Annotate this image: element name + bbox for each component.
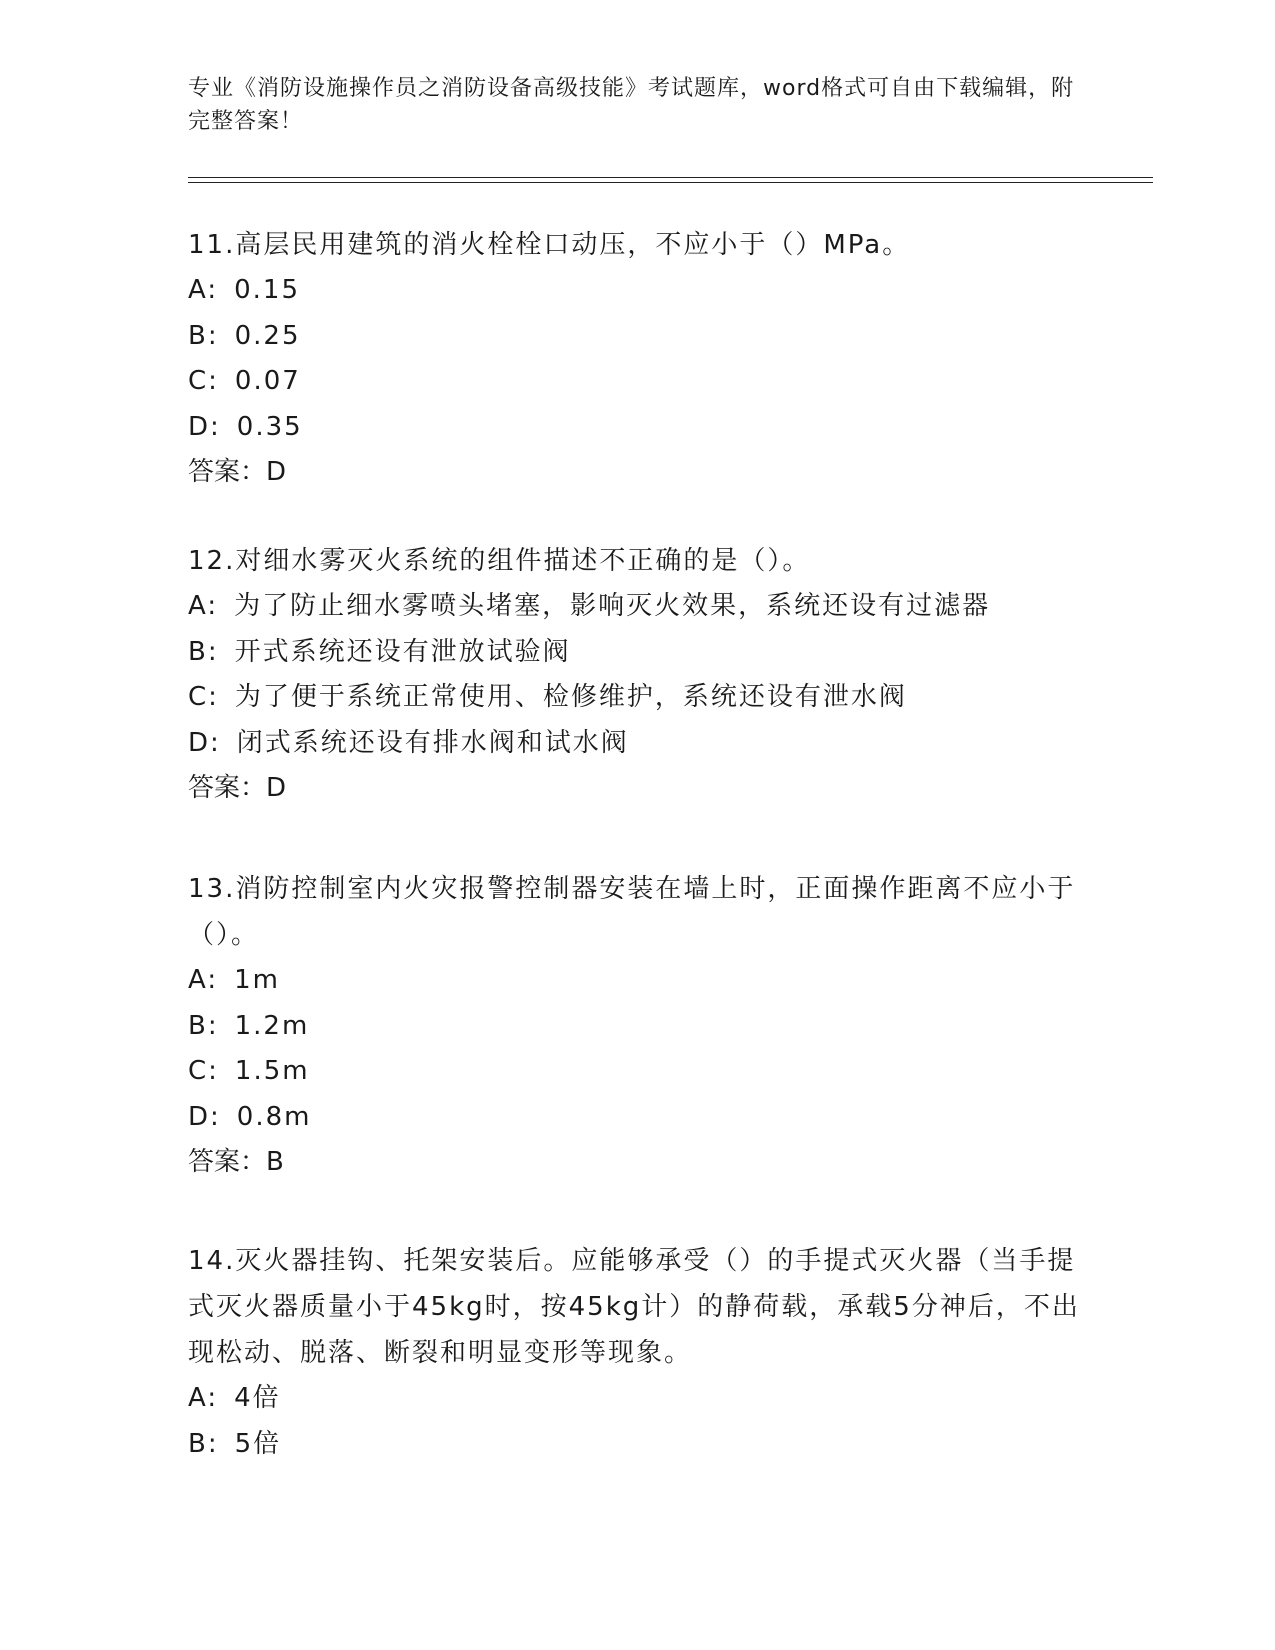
question-stem: 12.对细水雾灭火系统的组件描述不正确的是（）。 bbox=[188, 546, 811, 576]
option-b bbox=[188, 314, 1088, 360]
option-a bbox=[188, 958, 1088, 1004]
option-text: 开式系统还设有泄放试验阀 bbox=[234, 636, 571, 667]
question-stem: 13.消防控制室内火灾报警控制器安装在墙上时，正面操作距离不应小于（）。 bbox=[188, 874, 1076, 950]
option-b bbox=[188, 630, 1088, 676]
option-key: A: bbox=[188, 275, 219, 305]
option-text: 为了防止细水雾喷头堵塞，影响灭火效果，系统还设有过滤器 bbox=[234, 591, 991, 621]
option-text: 0.35 bbox=[236, 411, 303, 442]
header-divider-bottom bbox=[188, 182, 1153, 183]
option-key: A: bbox=[188, 965, 219, 995]
option-text: 1.2m bbox=[234, 1010, 310, 1041]
answer-line: 答案：D bbox=[188, 457, 287, 487]
option-key: D: bbox=[188, 411, 221, 442]
option-key: B: bbox=[188, 1010, 219, 1041]
question-stem: 14.灭火器挂钩、托架安装后。应能够承受（）的手提式灭火器（当手提式灭火器质量小于45kg时，按45kg计）的静荷载，承载5分神后，不出现松动、脱落、断裂和明显变形等现象。 bbox=[188, 1246, 1080, 1368]
option-key: D: bbox=[188, 727, 221, 758]
question-11 bbox=[188, 222, 1088, 495]
option-key: C: bbox=[188, 682, 219, 712]
question-stem: 11.高层民用建筑的消火栓栓口动压，不应小于（）MPa。 bbox=[188, 230, 911, 260]
option-text: 5倍 bbox=[234, 1428, 282, 1459]
option-key: C: bbox=[188, 1056, 219, 1086]
option-d bbox=[188, 721, 1088, 767]
document-header: 专业《消防设施操作员之消防设备高级技能》考试题库，word格式可自由下载编辑，附完整答案！ bbox=[188, 76, 1075, 134]
option-key: A: bbox=[188, 591, 219, 621]
question-12 bbox=[188, 538, 1088, 811]
option-text: 0.07 bbox=[234, 366, 301, 396]
option-text: 0.15 bbox=[234, 275, 300, 305]
option-key: B: bbox=[188, 320, 219, 351]
option-a bbox=[188, 1376, 1088, 1422]
option-text: 1m bbox=[234, 965, 280, 995]
option-text: 1.5m bbox=[234, 1056, 310, 1086]
question-13 bbox=[188, 866, 1088, 1185]
option-c bbox=[188, 675, 1088, 721]
option-key: B: bbox=[188, 636, 219, 667]
option-b bbox=[188, 1004, 1088, 1050]
option-text: 0.8m bbox=[236, 1101, 312, 1132]
option-c bbox=[188, 1049, 1088, 1095]
option-text: 4倍 bbox=[234, 1383, 281, 1413]
header-divider-top bbox=[188, 177, 1153, 178]
question-14 bbox=[188, 1238, 1088, 1467]
option-b bbox=[188, 1422, 1088, 1468]
option-text: 为了便于系统正常使用、检修维护，系统还设有泄水阀 bbox=[234, 682, 907, 712]
option-c bbox=[188, 359, 1088, 405]
option-d bbox=[188, 1095, 1088, 1141]
option-key: B: bbox=[188, 1428, 219, 1459]
option-key: A: bbox=[188, 1383, 219, 1413]
option-text: 闭式系统还设有排水阀和试水阀 bbox=[236, 727, 629, 758]
option-a bbox=[188, 268, 1088, 314]
answer-line: 答案：B bbox=[188, 1147, 284, 1177]
option-key: C: bbox=[188, 366, 219, 396]
option-d bbox=[188, 405, 1088, 451]
option-a bbox=[188, 584, 1088, 630]
option-text: 0.25 bbox=[234, 320, 301, 351]
answer-line: 答案：D bbox=[188, 773, 287, 803]
option-key: D: bbox=[188, 1101, 221, 1132]
